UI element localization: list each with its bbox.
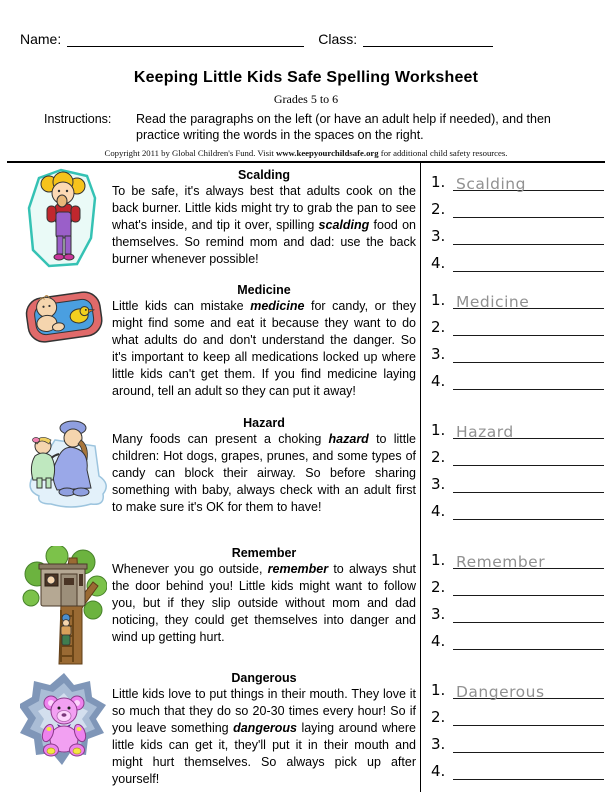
answer-line: 3. bbox=[431, 596, 604, 623]
section-medicine bbox=[0, 278, 612, 411]
answer-line: 1. Dangerous bbox=[431, 672, 604, 699]
writing-line bbox=[453, 191, 604, 218]
section-heading: Remember bbox=[231, 546, 297, 560]
answer-line: 1. Hazard bbox=[431, 412, 604, 439]
answer-line: 2. bbox=[431, 439, 604, 466]
copyright-website: www.keepyourchildsafe.org bbox=[275, 148, 379, 158]
clipart-mother-and-child bbox=[16, 411, 112, 541]
writing-line bbox=[453, 493, 604, 520]
answer-line: 4. bbox=[431, 493, 604, 520]
answer-line: 1. Remember bbox=[431, 542, 604, 569]
grade-subtitle: Grades 5 to 6 bbox=[273, 92, 339, 106]
clipart-girl-eating bbox=[16, 163, 112, 278]
answer-block-dangerous bbox=[420, 666, 612, 792]
writing-line bbox=[453, 309, 604, 336]
answer-line: 2. bbox=[431, 191, 604, 218]
copyright-line bbox=[0, 148, 612, 158]
writing-line bbox=[453, 218, 604, 245]
section-heading: Dangerous bbox=[231, 671, 297, 685]
traced-word: Hazard bbox=[456, 422, 514, 441]
answer-line: 4. bbox=[431, 245, 604, 272]
answer-block-hazard bbox=[420, 411, 612, 541]
page-title: Keeping Little Kids Safe Spelling Worksheet bbox=[133, 69, 479, 86]
copyright-suffix: for additional child safety resources. bbox=[378, 148, 508, 158]
traced-word: Scalding bbox=[456, 174, 526, 193]
clipart-baby-bathtub bbox=[16, 278, 112, 411]
traced-word: Medicine bbox=[456, 292, 530, 311]
class-blank-line bbox=[363, 30, 493, 47]
section-heading: Hazard bbox=[243, 416, 285, 430]
spelling-keyword: scalding bbox=[318, 218, 370, 232]
answer-line: 1. Scalding bbox=[431, 164, 604, 191]
writing-line bbox=[453, 164, 604, 191]
answer-line: 4. bbox=[431, 753, 604, 780]
name-blank-line bbox=[67, 30, 304, 47]
spelling-keyword: hazard bbox=[328, 432, 369, 446]
answer-line: 3. bbox=[431, 726, 604, 753]
writing-line bbox=[453, 439, 604, 466]
writing-line bbox=[453, 726, 604, 753]
writing-line bbox=[453, 596, 604, 623]
section-hazard bbox=[0, 411, 612, 541]
clipart-teddy-bear bbox=[16, 666, 112, 792]
name-label: Name: bbox=[20, 31, 62, 47]
name-class-row bbox=[0, 0, 612, 47]
answer-line: 4. bbox=[431, 623, 604, 650]
section-paragraph: To be safe, it's always best that adults cook on the back burner. Little kids might try to grab the pan to see what's inside, and tip it over, spilling scalding food on themselves. So remind mom and dad: use the back burner whenever possible! bbox=[112, 184, 416, 266]
answer-line: 2. bbox=[431, 569, 604, 596]
section-paragraph: Little kids can mistake medicine for candy, or they might find some and eat it because they want to do what adults do and don't understand the danger. So it's important to keep all medications locked up where little kids can't get them. If you find medicine laying around, tell an adult so they can put it away! bbox=[112, 299, 416, 398]
answer-block-remember bbox=[420, 541, 612, 666]
section-paragraph: Many foods can present a choking hazard to little children: Hot dogs, grapes, prunes, and some types of candy can block their airway. So before sharing something with baby, always check with an adult first to make sure it's OK for them to have! bbox=[112, 432, 416, 514]
traced-word: Dangerous bbox=[456, 682, 545, 701]
section-paragraph: Whenever you go outside, remember to always shut the door behind you! Little kids might want to follow you, but if they slip outside without mom and dad noticing, they could get themselves into danger and wind up getting hurt. bbox=[112, 562, 416, 644]
spelling-keyword: dangerous bbox=[233, 721, 297, 735]
writing-line bbox=[453, 623, 604, 650]
spelling-keyword: remember bbox=[267, 562, 329, 576]
section-remember bbox=[0, 541, 612, 666]
answer-line: 2. bbox=[431, 699, 604, 726]
instructions-block bbox=[0, 107, 612, 143]
writing-line bbox=[453, 363, 604, 390]
spelling-keyword: medicine bbox=[250, 299, 305, 313]
answer-line: 4. bbox=[431, 363, 604, 390]
section-heading: Scalding bbox=[237, 168, 291, 182]
class-label: Class: bbox=[318, 31, 358, 47]
answer-line: 2. bbox=[431, 309, 604, 336]
writing-line bbox=[453, 245, 604, 272]
section-paragraph: Little kids love to put things in their mouth. They love it so much that they do so 20-30 times every hour! So if you leave something dangerous laying around where little kids can get it, they'll put it in their mouth and might hurt themselves. So always pick up after yourself! bbox=[112, 687, 416, 786]
writing-line bbox=[453, 336, 604, 363]
section-heading: Medicine bbox=[237, 283, 291, 297]
writing-line bbox=[453, 412, 604, 439]
writing-line bbox=[453, 672, 604, 699]
section-scalding bbox=[0, 163, 612, 278]
answer-block-medicine bbox=[420, 278, 612, 411]
writing-line bbox=[453, 753, 604, 780]
section-dangerous bbox=[0, 666, 612, 792]
writing-line bbox=[453, 542, 604, 569]
answer-line: 3. bbox=[431, 466, 604, 493]
answer-line: 1. Medicine bbox=[431, 282, 604, 309]
writing-line bbox=[453, 282, 604, 309]
writing-line bbox=[453, 699, 604, 726]
answer-line: 3. bbox=[431, 218, 604, 245]
answer-block-scalding bbox=[420, 163, 612, 278]
worksheet-body bbox=[0, 163, 612, 792]
writing-line bbox=[453, 466, 604, 493]
answer-line: 3. bbox=[431, 336, 604, 363]
traced-word: Remember bbox=[456, 552, 546, 571]
instructions-label: Instructions: bbox=[44, 112, 112, 126]
writing-line bbox=[453, 569, 604, 596]
instructions-text: Read the paragraphs on the left (or have an adult help if needed), and then practice writing the words in the spaces on the right. bbox=[136, 112, 551, 142]
clipart-treehouse bbox=[16, 541, 112, 666]
copyright-prefix: Copyright 2011 by Global Children's Fund. Visit bbox=[104, 148, 276, 158]
